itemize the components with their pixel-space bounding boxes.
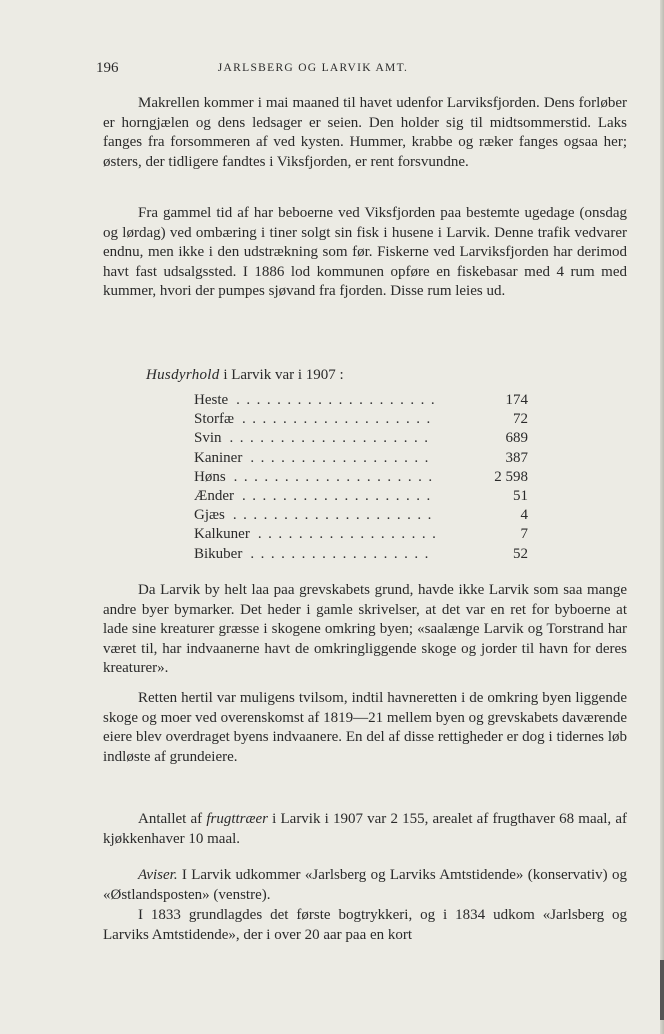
page-number: 196 bbox=[96, 60, 119, 76]
livestock-value: 72 bbox=[513, 411, 528, 428]
fruit-before: Antallet af bbox=[138, 811, 207, 827]
dot-leader: .................. bbox=[250, 545, 435, 562]
livestock-value: 7 bbox=[520, 526, 528, 543]
dot-leader: .................. bbox=[250, 449, 435, 466]
livestock-table bbox=[194, 391, 534, 564]
paragraph-text: Retten hertil var muligens tvilsom, indtil havneretten i de omkring byen liggende skoge og moer ved overenskomst af 1819—21 mellem byen og grevskabets daværende eiere blev overdraget byens indvaanere. En del af disse rettigheder er dog i tidernes løb indløste af grundeiere. bbox=[103, 690, 627, 765]
page-edge bbox=[660, 0, 664, 1034]
paragraph-rights bbox=[103, 689, 627, 767]
livestock-label: Gjæs bbox=[194, 507, 225, 524]
livestock-value: 689 bbox=[505, 430, 528, 447]
livestock-intro bbox=[146, 367, 344, 384]
livestock-row bbox=[194, 391, 534, 410]
fruit-italic: frugttræer bbox=[206, 811, 268, 827]
livestock-intro-italic: Husdyrhold bbox=[146, 367, 220, 383]
paragraph-text: Fra gammel tid af har beboerne ved Viksfjorden paa bestemte ugedage (onsdag og lørdag) ved ombæring i tiner solgt sin fisk i husene i Larvik. Denne trafik vedvarer endnu, men ikke i den udstrækning som før. Fiskerne ved Larviksfjorden har derimod havt fast udsalgssted. I 1886 lod kommunen opføre en fiskebasar med 4 rum med kummer, hvori der pumpes sjøvand fra fjorden. Disse rum leies ud. bbox=[103, 205, 627, 300]
livestock-intro-rest: i Larvik var i 1907 : bbox=[219, 367, 344, 383]
livestock-row bbox=[194, 468, 534, 487]
dot-leader: .................... bbox=[232, 507, 438, 524]
livestock-label: Høns bbox=[194, 468, 226, 485]
paragraph-newspapers bbox=[103, 866, 627, 905]
livestock-row bbox=[194, 449, 534, 468]
livestock-label: Bikuber bbox=[194, 545, 243, 562]
livestock-row bbox=[194, 410, 534, 429]
livestock-label: Kalkuner bbox=[194, 526, 250, 543]
livestock-label: Ænder bbox=[194, 487, 234, 504]
dot-leader: ................... bbox=[242, 411, 437, 428]
paragraph-fish-trade bbox=[103, 204, 627, 302]
paragraph-fruit-trees bbox=[103, 810, 627, 849]
paragraph-text: Da Larvik by helt laa paa grevskabets grund, havde ikke Larvik som saa mange andre byer bymarker. Det heder i gamle skrivelser, at det var en ret for byboerne at lade sine kreaturer græsse i skogene omkring byen; «saalænge Larvik og Torstrand har været til, har indvaanerne havt de omkringliggende skoge og jorder til havn for deres kreaturer». bbox=[103, 582, 627, 677]
page-edge-shadow bbox=[660, 960, 664, 1020]
dot-leader: .................... bbox=[229, 430, 435, 447]
livestock-label: Kaniner bbox=[194, 449, 243, 466]
livestock-value: 174 bbox=[505, 392, 528, 408]
running-title: JARLSBERG OG LARVIK AMT. bbox=[217, 62, 409, 74]
newspapers-after: I Larvik udkommer «Jarlsberg og Larviks Amtstidende» (konservativ) og «Østlandsposten» (venstre). bbox=[103, 867, 627, 903]
paragraph-text bbox=[103, 810, 627, 849]
livestock-value: 2 598 bbox=[494, 468, 528, 485]
livestock-value: 4 bbox=[520, 507, 528, 524]
dot-leader: .................. bbox=[257, 526, 443, 543]
livestock-value: 51 bbox=[513, 487, 528, 504]
livestock-row bbox=[194, 506, 534, 525]
paragraph-mackerel bbox=[103, 94, 627, 172]
paragraph-text: Makrellen kommer i mai maaned til havet udenfor Larviksfjorden. Dens forløber er horngjælen og dens ledsager er seien. Den holder sig til midtsommerstid. Laks fanges fra forsommeren af ved kysten. Hummer, krabbe og ræker fanges ogsaa her; østers, der tidligere fandtes i Viksfjorden, er rent forsvundne. bbox=[103, 95, 627, 170]
livestock-value: 387 bbox=[505, 449, 528, 466]
livestock-row bbox=[194, 429, 534, 448]
livestock-label: Svin bbox=[194, 430, 222, 447]
dot-leader: ................... bbox=[242, 487, 437, 504]
livestock-row bbox=[194, 525, 534, 544]
dot-leader: .................... bbox=[233, 468, 439, 485]
livestock-row bbox=[194, 487, 534, 506]
livestock-row bbox=[194, 545, 534, 564]
newspapers-italic: Aviser. bbox=[138, 867, 178, 883]
livestock-label: Storfæ bbox=[194, 411, 235, 428]
dot-leader: .................... bbox=[236, 392, 442, 408]
paragraph-printing bbox=[103, 906, 627, 945]
paragraph-text bbox=[103, 866, 627, 905]
paragraph-text: I 1833 grundlagdes det første bogtrykkeri, og i 1834 udkom «Jarlsberg og Larviks Amtstidende», der i over 20 aar paa en kort bbox=[103, 907, 627, 943]
livestock-label: Heste bbox=[194, 392, 229, 408]
fruit-after: i Larvik i 1907 var 2 155, arealet af frugthaver 68 maal, af kjøkkenhaver 10 maal. bbox=[103, 811, 627, 847]
livestock-value: 52 bbox=[513, 545, 528, 562]
paragraph-grazing bbox=[103, 581, 627, 679]
